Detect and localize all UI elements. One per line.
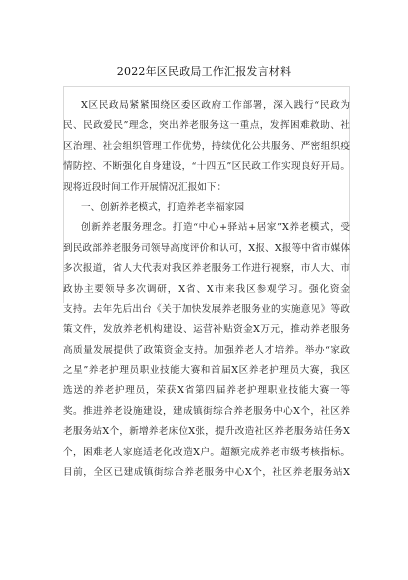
paragraph-line: 到民政部养老服务司领导高度评价和认可，X报、X报等中省市媒体 bbox=[63, 242, 350, 254]
paragraph-line: 多次报道，省人大代表对我区养老服务工作进行视察，市人大、市 bbox=[63, 263, 350, 275]
paragraph-line: 区治理、社会组织管理工作优势，持续优化公共服务、严密组织疫 bbox=[63, 140, 350, 152]
paragraph-line: 政协主要领导多次调研，X省、X市来我区参观学习。强化资金 bbox=[63, 283, 350, 295]
paragraph-line: 现将近段时间工作开展情况汇报如下： bbox=[63, 181, 227, 193]
paragraph-line: 之星”养老护理员职业技能大赛和首届X区养老护理员大赛，我区 bbox=[63, 365, 350, 377]
paragraph-line: 高质量发展提供了政策资金支持。加强养老人才培养。举办“家政 bbox=[63, 344, 350, 356]
paragraph-line: 创新养老服务理念。打造“中心+驿站+居家”X养老模式，受 bbox=[81, 222, 350, 234]
paragraph-line: 个，困难老人家庭适老化改造X户。超额完成养老市级考核指标。 bbox=[63, 446, 350, 458]
paragraph-line: 策文件，发放养老机构建设、运营补贴资金X万元，推动养老服务 bbox=[63, 324, 350, 336]
section-heading: 一、创新养老模式，打造养老幸福家园 bbox=[81, 201, 245, 213]
paragraph-line: 老服务站X个，新增养老床位X张，提升改造社区养老服务站任务X bbox=[63, 426, 350, 438]
document-title: 2022年区民政局工作汇报发言材料 bbox=[116, 65, 292, 78]
paragraph-line: 民、民政爱民”理念，突出养老服务这一重点，发挥困难救助、社 bbox=[63, 120, 350, 132]
paragraph-line: 选送的养老护理员，荣获X省第四届养老护理职业技能大赛一等 bbox=[63, 385, 350, 397]
paragraph-line: 奖。推进养老设施建设，建成镇街综合养老服务中心X个，社区养 bbox=[63, 405, 350, 417]
paragraph-line: 目前，全区已建成镇街综合养老服务中心X个，社区养老服务站X bbox=[63, 467, 350, 479]
document-body bbox=[63, 96, 350, 483]
paragraph-line: X区民政局紧紧围绕区委区政府工作部署，深入践行“民政为 bbox=[81, 100, 350, 111]
paragraph-line: 支持。去年先后出台《关于加快发展养老服务业的实施意见》等政 bbox=[63, 303, 350, 315]
paragraph-line: 情防控、不断强化自身建设，“十四五”区民政工作实现良好开局。 bbox=[63, 161, 350, 173]
